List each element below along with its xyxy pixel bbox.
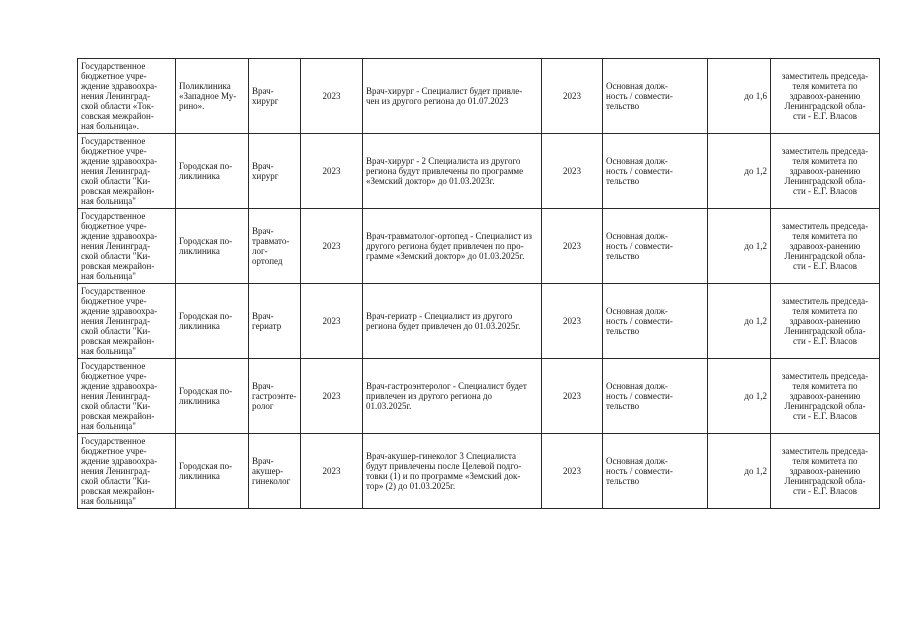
- target-year-cell: 2023: [542, 359, 603, 434]
- rate-cell: до 1,2: [708, 209, 771, 284]
- table-row: [78, 434, 880, 509]
- year-cell: 2023: [301, 284, 363, 359]
- division-cell: Городская по- ликлиника: [176, 359, 249, 434]
- specialty-cell: Врач- хирург: [249, 134, 301, 209]
- position-type-cell: Основная долж- ность / совмести- тельство: [603, 284, 708, 359]
- position-type-cell: Основная долж- ность / совмести- тельство: [603, 134, 708, 209]
- division-cell: Городская по- ликлиника: [176, 434, 249, 509]
- plan-cell: Врач-хирург - Специалист будет привле- чен из другого региона до 01.07.2023: [363, 59, 542, 134]
- target-year-cell: 2023: [542, 284, 603, 359]
- organization-cell: Государственное бюджетное учре- ждение здравоохра- нения Ленинград- ской области «Ток- совская межрайон- ная больница».: [78, 59, 176, 134]
- specialty-cell: Врач- акушер- гинеколог: [249, 434, 301, 509]
- division-cell: Городская по- ликлиника: [176, 209, 249, 284]
- plan-cell: Врач-акушер-гинеколог 3 Специалиста будут привлечены после Целевой подго- товки (1) и по программе «Земский док- тор» (2) до 01.03.2025г.: [363, 434, 542, 509]
- rate-cell: до 1,2: [708, 134, 771, 209]
- plan-cell: Врач-гастроэнтеролог - Специалист будет привлечен из другого региона до 01.03.2025г.: [363, 359, 542, 434]
- year-cell: 2023: [301, 134, 363, 209]
- organization-cell: Государственное бюджетное учре- ждение здравоохра- нения Ленинград- ской области "Ки- ровская межрайон- ная больница": [78, 134, 176, 209]
- plan-cell: Врач-гериатр - Специалист из другого региона будет привлечен до 01.03.2025г.: [363, 284, 542, 359]
- plan-cell: Врач-травматолог-ортопед - Специалист из другого региона будет привлечен по про- грамме «Земский доктор» до 01.03.2025г.: [363, 209, 542, 284]
- rate-cell: до 1,2: [708, 434, 771, 509]
- target-year-cell: 2023: [542, 59, 603, 134]
- responsible-cell: заместитель председа- теля комитета по здравоох-ранению Ленинградской обла- сти - Е.Г. Власов: [771, 59, 880, 134]
- target-year-cell: 2023: [542, 434, 603, 509]
- table-body: [78, 59, 880, 509]
- year-cell: 2023: [301, 359, 363, 434]
- responsible-cell: заместитель председа- теля комитета по здравоох-ранению Ленинградской обла- сти - Е.Г. Власов: [771, 284, 880, 359]
- table-row: [78, 284, 880, 359]
- year-cell: 2023: [301, 209, 363, 284]
- organization-cell: Государственное бюджетное учре- ждение здравоохра- нения Ленинград- ской области "Ки- ровская межрайон- ная больница": [78, 359, 176, 434]
- position-type-cell: Основная долж- ность / совмести- тельство: [603, 359, 708, 434]
- table-row: [78, 134, 880, 209]
- organization-cell: Государственное бюджетное учре- ждение здравоохра- нения Ленинград- ской области "Ки- ровская межрайон- ная больница": [78, 284, 176, 359]
- responsible-cell: заместитель председа- теля комитета по здравоох-ранению Ленинградской обла- сти - Е.Г. Власов: [771, 359, 880, 434]
- target-year-cell: 2023: [542, 134, 603, 209]
- table-row: [78, 59, 880, 134]
- position-type-cell: Основная долж- ность / совмести- тельство: [603, 59, 708, 134]
- organization-cell: Государственное бюджетное учре- ждение здравоохра- нения Ленинград- ской области "Ки- ровская межрайон- ная больница": [78, 434, 176, 509]
- specialty-cell: Врач- хирург: [249, 59, 301, 134]
- plan-cell: Врач-хирург - 2 Специалиста из другого региона будут привлечены по программе «Земский доктор» до 01.03.2023г.: [363, 134, 542, 209]
- rate-cell: до 1,2: [708, 359, 771, 434]
- specialty-cell: Врач- гастроэнте- ролог: [249, 359, 301, 434]
- position-type-cell: Основная долж- ность / совмести- тельство: [603, 434, 708, 509]
- division-cell: Городская по- ликлиника: [176, 284, 249, 359]
- year-cell: 2023: [301, 434, 363, 509]
- rate-cell: до 1,6: [708, 59, 771, 134]
- position-type-cell: Основная долж- ность / совмести- тельство: [603, 209, 708, 284]
- responsible-cell: заместитель председа- теля комитета по здравоох-ранению Ленинградской обла- сти - Е.Г. Власов: [771, 209, 880, 284]
- target-year-cell: 2023: [542, 209, 603, 284]
- rate-cell: до 1,2: [708, 284, 771, 359]
- responsible-cell: заместитель председа- теля комитета по здравоох-ранению Ленинградской обла- сти - Е.Г. Власов: [771, 134, 880, 209]
- table-row: [78, 359, 880, 434]
- specialty-cell: Врач- гериатр: [249, 284, 301, 359]
- year-cell: 2023: [301, 59, 363, 134]
- table-row: [78, 209, 880, 284]
- responsible-cell: заместитель председа- теля комитета по здравоох-ранению Ленинградской обла- сти - Е.Г. Власов: [771, 434, 880, 509]
- division-cell: Поликлиника «Западное Му- рино».: [176, 59, 249, 134]
- specialty-cell: Врач- травмато- лог- ортопед: [249, 209, 301, 284]
- division-cell: Городская по- ликлиника: [176, 134, 249, 209]
- organization-cell: Государственное бюджетное учре- ждение здравоохра- нения Ленинград- ской области "Ки- ровская межрайон- ная больница": [78, 209, 176, 284]
- staffing-plan-table: [77, 58, 880, 509]
